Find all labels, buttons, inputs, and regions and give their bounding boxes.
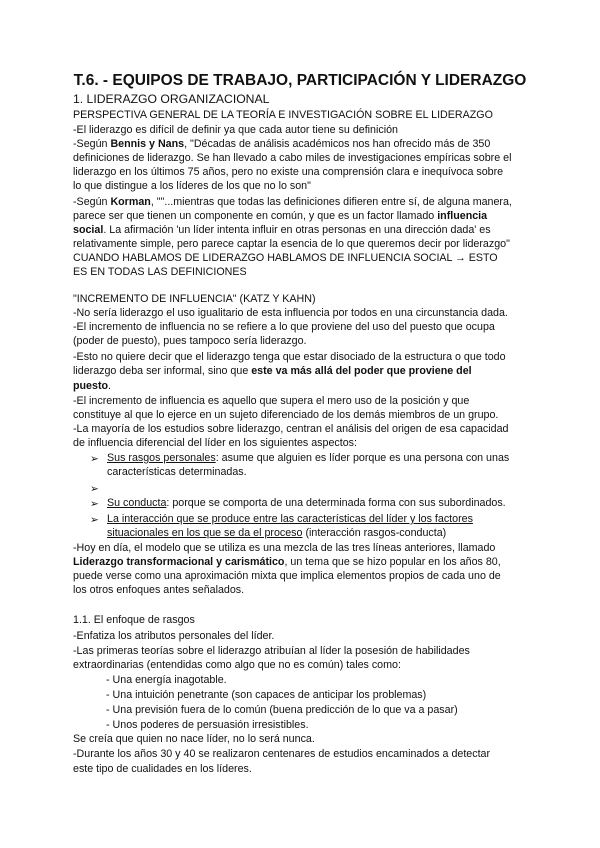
- list-item: - Una previsión fuera de lo común (buena predicción de lo que va a pasar): [106, 704, 458, 716]
- paragraph: -Esto no quiere decir que el liderazgo tenga que estar disociado de la estructura o que todo: [73, 351, 506, 363]
- paragraph-line: constituye al que lo ejerce en un sujeto diferenciado de los demás miembros de un grupo.: [73, 409, 499, 421]
- paragraph: -No sería liderazgo el uso igualitario de esta influencia por todos en una circunstancia dada.: [73, 307, 508, 319]
- bullet-arrow-icon: ➢: [90, 483, 99, 495]
- paragraph-line: puesto.: [73, 380, 112, 392]
- paragraph-line: social. La afirmación 'un líder intenta influir en otras personas en una dirección dada' es: [73, 224, 491, 236]
- subheading: PERSPECTIVA GENERAL DE LA TEORÍA E INVESTIGACIÓN SOBRE EL LIDERAZGO: [73, 109, 493, 121]
- paragraph-line: puede verse como una aproximación mixta que implica elementos propios de cada uno de: [73, 570, 501, 582]
- paragraph-line: este tipo de cualidades en los líderes.: [73, 763, 252, 775]
- paragraph-line: CUANDO HABLAMOS DE LIDERAZGO HABLAMOS DE INFLUENCIA SOCIAL → ESTO: [73, 252, 498, 264]
- paragraph-line: relativamente simple, pero parece captar la esencia de lo que queremos decir por liderazgo": [73, 238, 510, 250]
- paragraph: -Hoy en día, el modelo que se utiliza es una mezcla de las tres líneas anteriores, llamado: [73, 542, 496, 554]
- list-item: - Unos poderes de persuasión irresistibles.: [106, 719, 309, 731]
- paragraph-line: extraordinarias (entendidas como algo que no es común) tales como:: [73, 659, 401, 671]
- paragraph-line: ES EN TODAS LAS DEFINICIONES: [73, 266, 247, 278]
- paragraph: -El liderazgo es difícil de definir ya que cada autor tiene su definición: [73, 124, 398, 136]
- paragraph-line: liderazgo en los últimos 75 años, pero no existe una comprensión clara e inequívoca sobre: [73, 166, 504, 178]
- paragraph-line: parece ser que tienen un componente en común, y que es un factor llamado influencia: [73, 210, 488, 222]
- section-heading: 1.1. El enfoque de rasgos: [73, 614, 195, 626]
- paragraph-line: (poder de puesto), pues tampoco sería liderazgo.: [73, 335, 307, 347]
- paragraph: -Durante los años 30 y 40 se realizaron centenares de estudios encaminados a detectar: [73, 748, 491, 760]
- page-title: T.6. - EQUIPOS DE TRABAJO, PARTICIPACIÓN Y LIDERAZGO: [73, 72, 527, 89]
- paragraph-line: liderazgo deba ser informal, sino que este va más allá del poder que proviene del: [73, 365, 472, 377]
- paragraph: Se creía que quien no nace líder, no lo será nunca.: [73, 733, 315, 745]
- paragraph: -Las primeras teorías sobre el liderazgo atribuían al líder la posesión de habilidades: [73, 645, 470, 657]
- bullet-arrow-icon: ➢: [90, 514, 99, 526]
- bullet-arrow-icon: ➢: [90, 453, 99, 465]
- paragraph-line: de influencia diferencial del líder en los siguientes aspectos:: [73, 437, 357, 449]
- subheading: "INCREMENTO DE INFLUENCIA" (KATZ Y KAHN): [73, 293, 316, 305]
- paragraph: -Enfatiza los atributos personales del líder.: [73, 630, 275, 642]
- bullet-item: Su conducta: porque se comporta de una determinada forma con sus subordinados.: [107, 497, 506, 509]
- list-item: - Una intuición penetrante (son capaces de anticipar los problemas): [106, 689, 427, 701]
- bullet-arrow-icon: ➢: [90, 498, 99, 510]
- paragraph-line: definiciones de liderazgo. Se han llevado a cabo miles de investigaciones empíricas sobre el: [73, 152, 512, 164]
- paragraph: -Según Bennis y Nans, "Décadas de análisis académicos nos han ofrecido más de 350: [73, 138, 491, 150]
- paragraph-line: los otros enfoques antes señalados.: [73, 584, 245, 596]
- paragraph: -El incremento de influencia no se refiere a lo que proviene del uso del puesto que ocupa: [73, 321, 495, 333]
- bullet-item: La interacción que se produce entre las características del líder y los factores: [107, 513, 473, 525]
- paragraph: -Según Korman, ""...mientras que todas las definiciones difieren entre sí, de alguna manera,: [73, 196, 512, 208]
- paragraph: -La mayoría de los estudios sobre liderazgo, centran el análisis del origen de esa capacidad: [73, 423, 509, 435]
- paragraph-line: lo que distingue a los líderes de los que no lo son": [73, 180, 311, 192]
- paragraph-line: Liderazgo transformacional y carismático, un tema que se hizo popular en los años 80,: [73, 556, 501, 568]
- section-heading: 1. LIDERAZGO ORGANIZACIONAL: [73, 92, 270, 106]
- bullet-item: Sus rasgos personales: asume que alguien es líder porque es una persona con unas: [107, 452, 510, 464]
- bullet-item-line: situacionales en los que se da el proceso (interacción rasgos-conducta): [107, 527, 447, 539]
- paragraph: -El incremento de influencia es aquello que supera el mero uso de la posición y que: [73, 395, 470, 407]
- list-item: - Una energía inagotable.: [106, 674, 227, 686]
- bullet-item-line: características determinadas.: [107, 466, 247, 478]
